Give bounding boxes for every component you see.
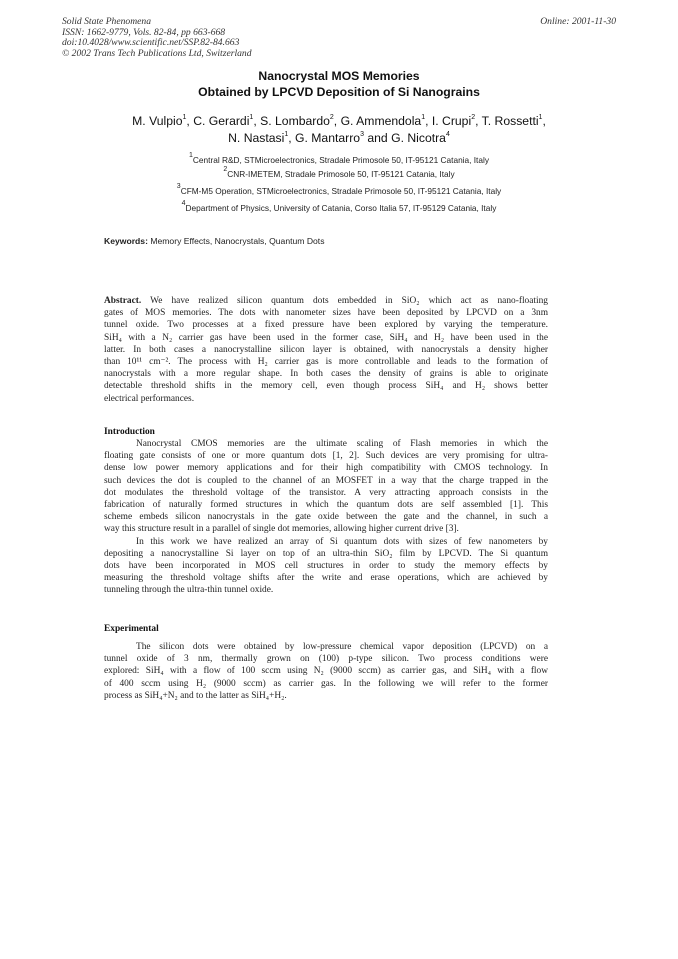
abstract-line: latter. In both cases a nanocrystalline silicon layer is obtained, with nanocrystals a density higher <box>104 344 548 355</box>
paper-title-line-1: Nanocrystal MOS Memories <box>258 69 420 83</box>
affiliation-number: 3 <box>176 183 181 190</box>
abstract-line: than 10¹¹ cm⁻². The process with H₂ carrier gas is more controllable and leads to the formation of <box>104 356 548 367</box>
journal-name: Solid State Phenomena <box>62 16 151 27</box>
intro-line: In this work we have realized an array of Si quantum dots with sizes of few nanometers by <box>136 536 548 547</box>
author-and: and <box>367 131 388 145</box>
experimental-section <box>104 641 548 702</box>
author-list-line-1: M. Vulpio$^1$, C. Gerardi$^1$, S. Lombardo$^2$, G. Ammendola$^1$, I. Crupi$^2$, T. Rossetti$^1$, <box>132 114 546 128</box>
author-affiliation-mark: 1 <box>182 114 187 121</box>
doi-link[interactable]: doi:10.4028/www.scientific.net/SSP.82-84.663 <box>62 37 240 49</box>
abstract-line: nanocrystals with a more regular shape. In both cases the density of grains is able to originate <box>104 369 548 380</box>
author-name: G. Ammendola <box>340 114 422 128</box>
author-name: N. Nastasi <box>228 131 285 145</box>
affiliation <box>0 183 678 197</box>
online-date: Online: 2001-11-30 <box>540 16 616 27</box>
affiliation-text: CFM-M5 Operation, STMicroelectronics, Stradale Primosole 50, IT-95121 Catania, Italy <box>180 186 502 196</box>
author-name: G. Nicotra <box>391 131 446 145</box>
affiliation-text: CNR-IMETEM, Stradale Primosole 50, IT-95121 Catania, Italy <box>227 169 455 179</box>
abstract-line: detectable threshold shifts in the memory cell, even though process SiH₄ and H₂ shows better <box>104 381 548 392</box>
affiliation <box>0 152 678 166</box>
author-name: G. Mantarro <box>295 131 361 145</box>
keywords <box>104 236 325 247</box>
intro-line: tunneling through the ultra-thin tunnel oxide. <box>104 585 274 596</box>
intro-line: measuring the threshold voltage shifts after the write and erase operations, which are achieved by <box>104 573 548 584</box>
copyright-line: © 2002 Trans Tech Publications Ltd, Switzerland <box>62 47 252 59</box>
abstract-line: gates of MOS memories. The dots with nanometer sizes have been deposited by LPCVD on a 3nm <box>104 308 548 319</box>
intro-line: depositing a nanocrystalline Si layer on top of an ultra-thin SiO₂ film by LPCVD. The Si quantum <box>104 548 548 559</box>
author-affiliation-mark: 1 <box>538 114 543 121</box>
author-name: C. Gerardi <box>193 114 250 128</box>
experimental-line: explored: SiH₄ with a flow of 100 sccm using N₂ (9000 sccm) as carrier gas, and SiH₄ with a flow <box>104 666 548 677</box>
affiliation-number: 1 <box>189 152 193 159</box>
experimental-line: tunnel oxide of 3 nm, thermally grown on (100) p-type silicon. Two process conditions were <box>104 654 548 665</box>
author-name: I. Crupi <box>431 114 472 128</box>
introduction-section <box>104 438 548 596</box>
intro-line: floating gate consists of one or more quantum dots [1, 2]. Such devices are very promising for ultra- <box>104 451 548 462</box>
author-name: T. Rossetti <box>481 114 539 128</box>
abstract-text: We have realized silicon quantum dots embedded in SiO₂ which act as nano-floating <box>141 296 548 306</box>
author-affiliation-mark: 2 <box>471 114 476 121</box>
affiliation-text: Central R&D, STMicroelectronics, Stradale Primosole 50, IT-95121 Catania, Italy <box>192 155 489 165</box>
abstract-line: tunnel oxide. Two processes at a fixed pressure have been explored by varying the temperature. <box>104 320 548 331</box>
abstract-section <box>104 295 548 405</box>
keywords-label: Keywords: <box>104 236 148 246</box>
intro-line: Nanocrystal CMOS memories are the ultimate scaling of Flash memories in which the <box>136 439 548 449</box>
abstract-line: electrical performances. <box>104 393 195 404</box>
experimental-line: of 400 sccm using H₂ (9000 sccm) as carrier gas. In the following we will refer to the former <box>104 678 548 689</box>
paper-title-line-2: Obtained by LPCVD Deposition of Si Nanograins <box>198 85 480 99</box>
intro-line: scheme embeds silicon nanocrystals in the gate oxide between the gate and the channel, in such a <box>104 512 548 523</box>
author-name: M. Vulpio <box>132 114 183 128</box>
author-affiliation-mark: 1 <box>421 114 426 121</box>
intro-line: such devices the dot is coupled to the channel of an MOSFET in a way that the charge trapped in the <box>104 475 548 486</box>
intro-line: dots have been incorporated in MOS cell structures in order to study the memory effects by <box>104 560 548 571</box>
abstract-label: Abstract. <box>104 296 142 306</box>
affiliation-number: 4 <box>181 200 186 207</box>
affiliation <box>0 200 678 214</box>
abstract-line <box>104 295 548 307</box>
author-affiliation-mark: 2 <box>329 114 334 121</box>
journal-header <box>62 17 252 59</box>
issn-line: ISSN: 1662-9779, Vols. 82-84, pp 663-668 <box>62 26 226 38</box>
affiliation <box>0 166 678 180</box>
intro-line: way this structure result in a parallel of single dot memories, allowing higher current drive [3]. <box>104 524 459 535</box>
author-list-line-2: N. Nastasi$^1$, G. Mantarro$^3$ and G. Nicotra$^4$ <box>228 131 450 145</box>
abstract-line: SiH₄ with a N₂ carrier gas have been used in the former case, SiH₄ and H₂ have been used in the <box>104 332 548 343</box>
author-affiliation-mark: 1 <box>249 114 254 121</box>
author-affiliation-mark: 1 <box>284 131 289 138</box>
author-affiliation-mark: 4 <box>445 131 450 138</box>
affiliation-number: 2 <box>223 166 228 173</box>
affiliation-text: Department of Physics, University of Catania, Corso Italia 57, IT-95129 Catania, Italy <box>185 203 497 213</box>
author-affiliation-mark: 3 <box>360 131 364 138</box>
keywords-text: Memory Effects, Nanocrystals, Quantum Dots <box>150 236 325 246</box>
experimental-heading: Experimental <box>104 624 159 634</box>
experimental-line: process as SiH₄+N₂ and to the latter as SiH₄+H₂. <box>104 690 287 701</box>
author-name: S. Lombardo <box>260 114 330 128</box>
intro-line: dot modulates the threshold voltage of the transistor. A very attracting approach consists in the <box>104 487 548 498</box>
introduction-heading: Introduction <box>104 427 155 437</box>
experimental-line: The silicon dots were obtained by low-pressure chemical vapor deposition (LPCVD) on a <box>136 642 548 652</box>
intro-line: dense low power memory applications and for their high compatibility with CMOS technology. In <box>104 463 548 474</box>
intro-line: fabrication of naturally formed structures in which the quantum dots are self assembled [1]. This <box>104 499 548 510</box>
